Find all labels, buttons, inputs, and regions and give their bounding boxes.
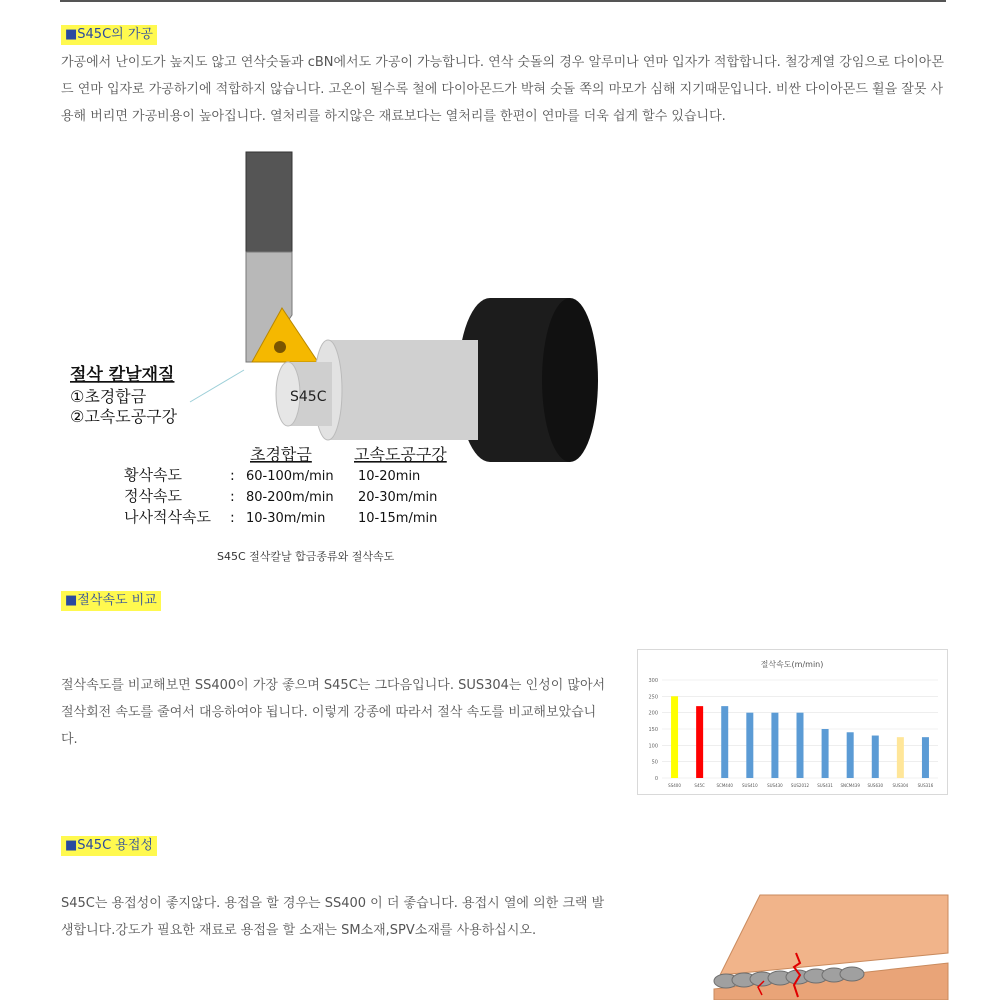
chart-y-tick-label: 250 xyxy=(648,694,658,701)
chart-bar xyxy=(696,706,703,778)
wheel-back xyxy=(542,298,598,462)
speed-row-colon: : xyxy=(230,468,235,484)
cutting-diagram xyxy=(60,140,600,540)
section-heading-speed: ■절삭속도 비교 xyxy=(61,591,161,611)
chart-y-tick-label: 150 xyxy=(648,727,658,733)
chart-title: 절삭속도(m/min) xyxy=(760,660,824,669)
machining-paragraph: 가공에서 난이도가 높지도 않고 연삭숫돌과 cBN에서도 가공이 가능합니다. 연삭 숫돌의 경우 알루미나 연마 입자가 적합합니다. 철강계열 강임으로 다이아몬드 연마 입자로 가공하기에 적합하지 않습니다. 고온이 될수록 철에 다이아몬드가 박혀 숫돌 쪽의 마모가 심해 지기때문입니다. 비싼 다이아몬드 휠을 잘못 사용해 버리면 가공비용이 높아집니다. 열처리를 하지않은 재료보다는 열처리를 한편이 연마를 더욱 쉽게 할수 있습니다. xyxy=(61,55,944,124)
speed-col-header-carbide: 초경합금 xyxy=(250,445,312,464)
shaft-large xyxy=(328,340,478,440)
chart-x-tick-label: S45C xyxy=(694,783,705,788)
speed-row-value-hss: 10-20min xyxy=(358,469,421,484)
chart-y-tick-label: 0 xyxy=(654,776,658,782)
chart-x-tick-label: SUS430 xyxy=(767,783,783,788)
speed-row-value-hss: 20-30m/min xyxy=(358,490,438,505)
chart-bar xyxy=(872,736,879,778)
chart-bar xyxy=(897,737,904,778)
chart-bar xyxy=(847,732,854,778)
chart-bar xyxy=(822,729,829,778)
tool-material-item-1: ①초경합금 xyxy=(70,387,147,406)
chart-bar xyxy=(746,713,753,778)
chart-x-tick-label: SUS410 xyxy=(741,783,758,788)
pointer-line xyxy=(190,370,244,402)
speed-row-label: 나사적삭속도 xyxy=(124,508,211,526)
top-divider xyxy=(60,0,946,2)
speed-row-label: 정삭속도 xyxy=(124,487,182,505)
chart-bar xyxy=(922,737,929,778)
tool-material-item-2: ②고속도공구강 xyxy=(70,407,178,426)
workpiece-label: S45C xyxy=(290,389,327,405)
speed-col-header-hss: 고속도공구강 xyxy=(354,445,447,464)
chart-x-tick-label: SUS431 xyxy=(817,783,833,788)
speed-row-value-carbide: 60-100m/min xyxy=(246,469,334,484)
diagram-caption: S45C 절삭칼날 합금종류와 절삭속도 xyxy=(217,550,395,563)
chart-bar xyxy=(771,713,778,778)
tool-material-title: 절삭 칼날재질 xyxy=(70,365,175,385)
insert-hole xyxy=(274,341,286,353)
chart-x-tick-label: SNCM439 xyxy=(840,783,860,788)
chart-bar xyxy=(721,706,728,778)
chart-y-tick-label: 100 xyxy=(648,743,658,750)
speed-row-value-carbide: 10-30m/min xyxy=(246,511,326,526)
cutting-speed-chart xyxy=(637,649,948,795)
chart-x-tick-label: SUS316 xyxy=(917,783,934,788)
chart-x-tick-label: SCM440 xyxy=(716,783,733,788)
chart-bar xyxy=(671,696,678,778)
section-heading-machining: ■S45C의 가공 xyxy=(61,25,157,45)
section-heading-weld: ■S45C 용접성 xyxy=(61,836,157,856)
speed-row-colon: : xyxy=(230,489,235,505)
speed-paragraph: 절삭속도를 비교해보면 SS400이 가장 좋으며 S45C는 그다음입니다. SUS304는 인성이 많아서 절삭회전 속도를 줄여서 대응하여야 됩니다. 이렇게 강종에 따라서 절삭 속도를 비교해보았습니다. xyxy=(61,678,606,747)
chart-x-tick-label: SS400 xyxy=(668,783,681,788)
weld-paragraph: S45C는 용접성이 좋지않다. 용접을 할 경우는 SS400 이 더 좋습니다. 용접시 열에 의한 크랙 발생합니다.강도가 필요한 재료로 용접을 할 소재는 SM소재,SPV소재를 사용하십시오. xyxy=(61,896,605,938)
weld-illustration xyxy=(700,893,950,1000)
chart-x-tick-label: SUS2012 xyxy=(790,783,810,788)
chart-x-tick-label: SUS630 xyxy=(867,783,884,788)
speed-row-colon: : xyxy=(230,510,235,526)
chart-y-tick-label: 300 xyxy=(648,678,658,684)
speed-row-label: 황삭속도 xyxy=(124,466,182,484)
chart-x-tick-label: SUS304 xyxy=(892,783,909,788)
speed-row-value-hss: 10-15m/min xyxy=(358,511,438,526)
steel-plate-top xyxy=(720,895,948,975)
chart-bar xyxy=(797,713,804,778)
chart-y-tick-label: 50 xyxy=(651,759,658,766)
speed-row-value-carbide: 80-200m/min xyxy=(246,490,334,505)
tool-shank xyxy=(246,152,292,252)
chart-y-tick-label: 200 xyxy=(648,710,658,717)
